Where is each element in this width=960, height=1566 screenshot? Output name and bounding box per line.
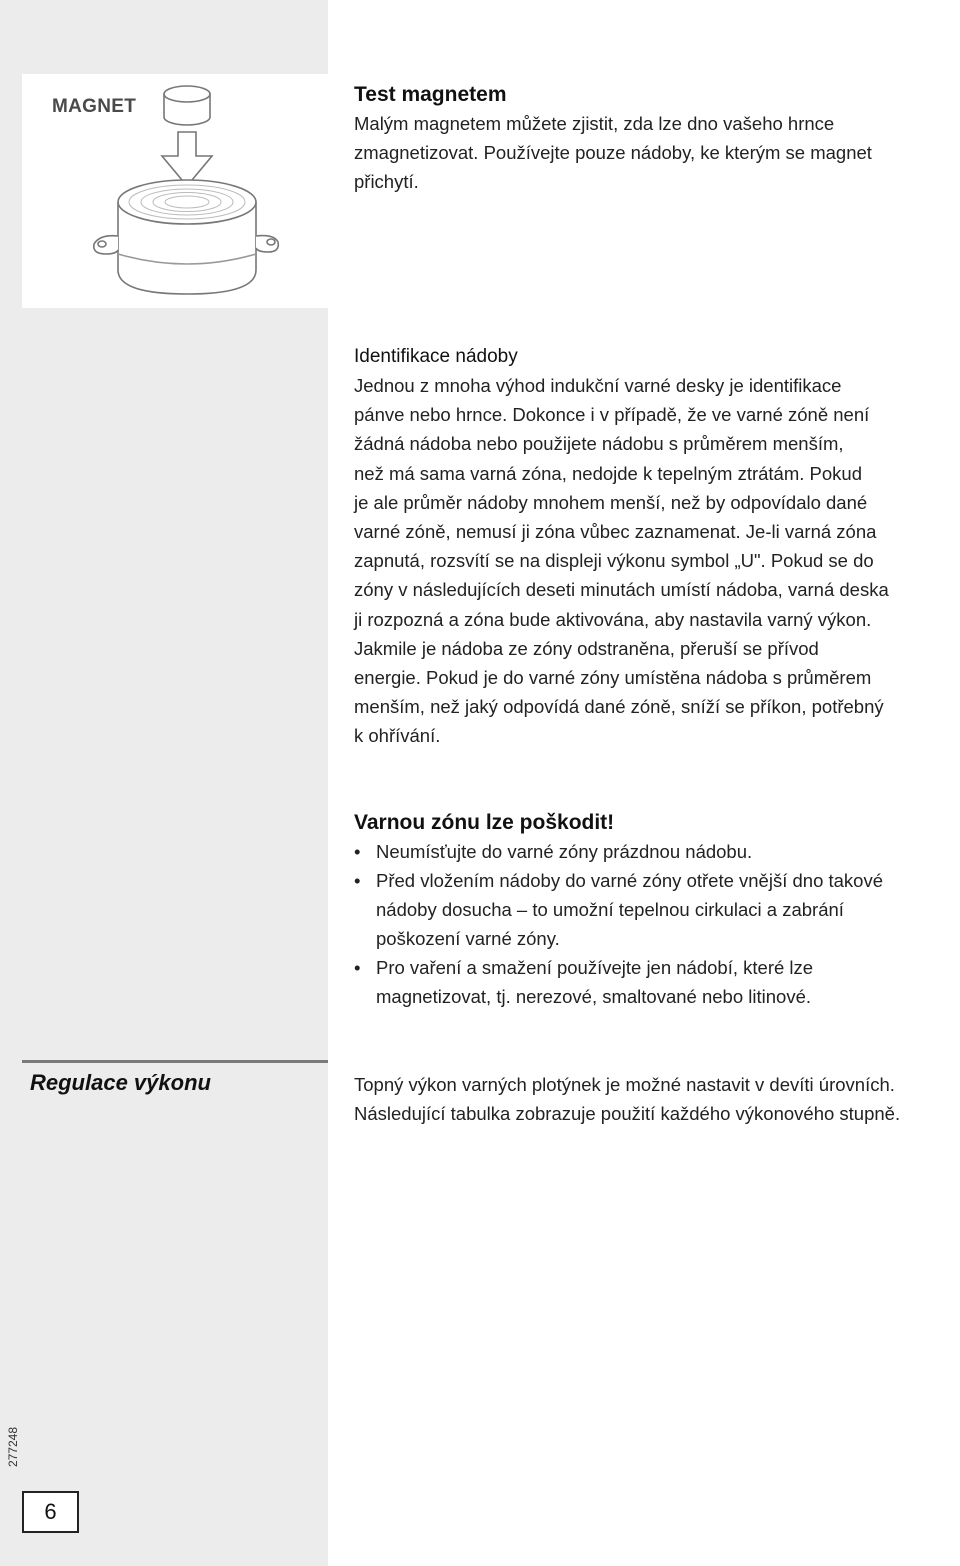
identification-line: žádná nádoba nebo použijete nádobu s průměrem menším, (354, 433, 844, 455)
identification-line: Jakmile je nádoba ze zóny odstraněna, přeruší se přívod (354, 637, 819, 659)
section-title-power-regulation: Regulace výkonu (30, 1070, 211, 1095)
magnet-test-line: Malým magnetem můžete zjistit, zda lze dno vašeho hrnce (354, 113, 835, 134)
power-regulation-section (354, 1070, 960, 1128)
identification-section (354, 342, 960, 751)
identification-line: pánve nebo hrnce. Dokonce i v případě, že ve varné zóně není (354, 404, 870, 426)
identification-line: než má sama varná zóna, nedojde k tepelným ztrátám. Pokud (354, 462, 862, 484)
bullet-icon: • (354, 870, 361, 891)
page-number: 6 (22, 1491, 79, 1533)
pot-with-magnet-icon (22, 74, 328, 308)
list-item-line: magnetizovat, tj. nerezové, smaltované nebo litinové. (376, 986, 811, 1007)
identification-title: Identifikace nádoby (354, 346, 518, 367)
bullet-icon: • (354, 957, 361, 978)
list-item-line: Neumísťujte do varné zóny prázdnou nádobu. (376, 841, 753, 862)
bullet-icon: • (354, 841, 361, 862)
magnet-test-line: zmagnetizovat. Používejte pouze nádoby, ke kterým se magnet (354, 142, 872, 163)
section-divider (22, 1060, 328, 1063)
list-item-line: Před vložením nádoby do varné zóny otřete vnější dno takové (376, 870, 883, 891)
identification-line: je ale průměr nádoby mnohem menší, než by odpovídalo dané (354, 491, 868, 513)
power-regulation-line: Topný výkon varných plotýnek je možné nastavit v devíti úrovních. (354, 1074, 895, 1095)
warning-title: Varnou zónu lze poškodit! (354, 811, 615, 834)
magnet-label: MAGNET (52, 96, 137, 117)
document-code: 277248 (6, 1427, 20, 1468)
magnet-test-title: Test magnetem (354, 83, 507, 106)
power-regulation-line: Následující tabulka zobrazuje použití každého výkonového stupně. (354, 1103, 901, 1124)
warning-list (354, 837, 960, 1011)
warning-section (354, 808, 960, 1011)
identification-line: zapnutá, rozsvítí se na displeji výkonu symbol „U". Pokud se do (354, 550, 874, 572)
identification-line: menším, než jaký odpovídá dané zóně, sníží se příkon, potřebný (354, 696, 884, 718)
list-item-line: Pro vaření a smažení používejte jen nádobí, které lze (376, 957, 814, 978)
identification-line: zóny v následujících deseti minutách umístí nádoba, varná deska (354, 579, 889, 601)
list-item-line: nádoby dosucha – to umožní tepelnou cirkulaci a zabrání (376, 899, 844, 920)
identification-line: Jednou z mnoha výhod indukční varné desky je identifikace (354, 375, 842, 396)
magnet-test-figure (22, 74, 328, 308)
identification-line: varné zóně, nemusí ji zóna vůbec zaznamenat. Je-li varná zóna (354, 521, 877, 543)
identification-line: energie. Pokud je do varné zóny umístěna nádoba s průměrem (354, 667, 872, 689)
magnet-test-line: přichytí. (354, 171, 419, 192)
list-item (354, 837, 960, 866)
identification-line: k ohřívání. (354, 725, 441, 747)
identification-line: ji rozpozná a zóna bude aktivována, aby nastavila varný výkon. (354, 608, 872, 630)
magnet-test-section (354, 80, 960, 196)
list-item-line: poškození varné zóny. (376, 928, 560, 949)
list-item (354, 953, 960, 1011)
list-item (354, 866, 960, 953)
